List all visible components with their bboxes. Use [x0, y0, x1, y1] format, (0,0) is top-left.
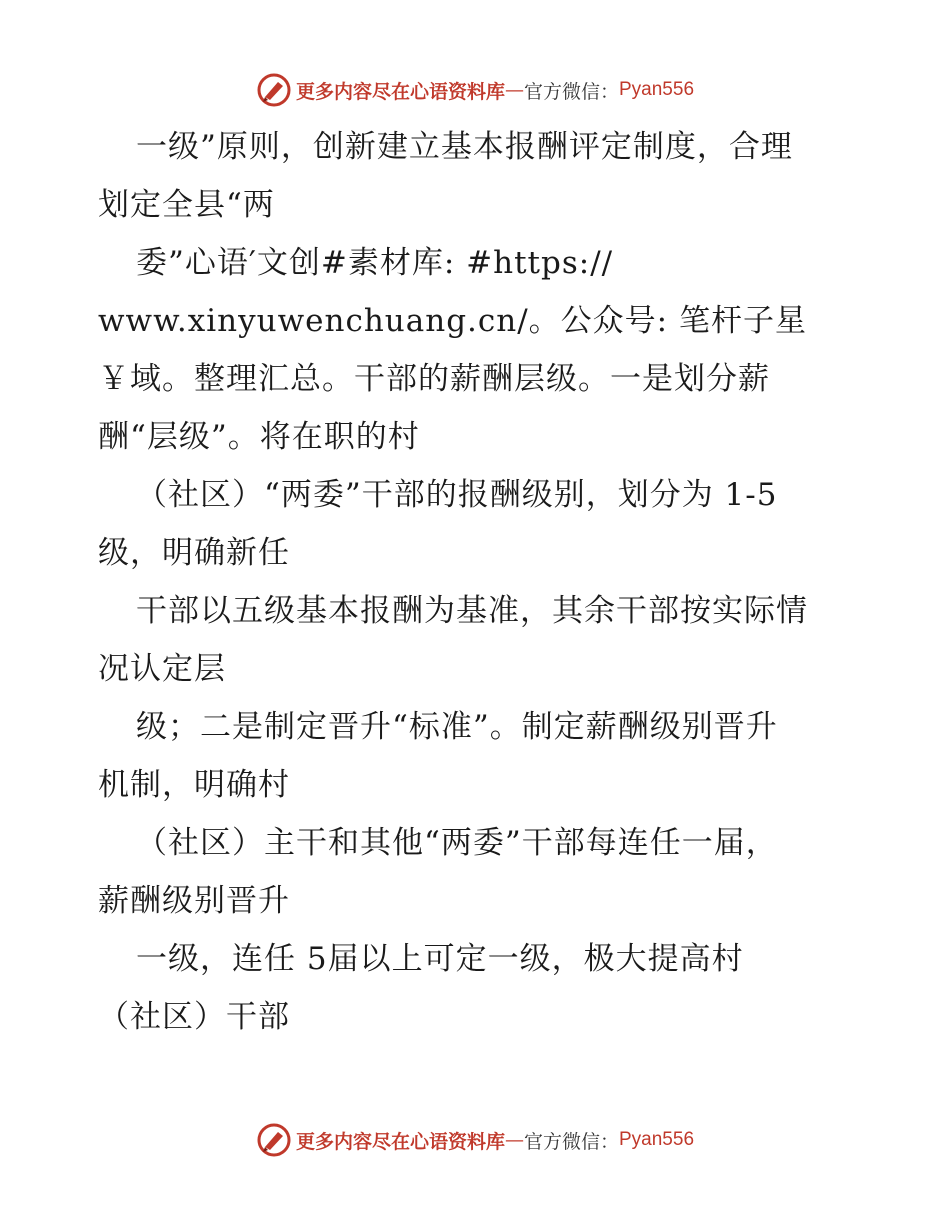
footer-watermark — [0, 1120, 950, 1160]
text-line: ￥域。整理汇总。干部的薪酬层级。一是划分薪 — [98, 361, 770, 397]
text-line: www.xinyuwenchuang.cn/。公众号: 笔杆子星 — [98, 303, 807, 339]
separator: — — [504, 79, 524, 101]
header-watermark — [0, 70, 950, 110]
text-line: 薪酬级别晋升 — [98, 883, 290, 919]
text-line: （社区）干部 — [98, 999, 290, 1035]
text-line: 级，明确新任 — [98, 535, 290, 571]
text-line: 一级”原则，创新建立基本报酬评定制度，合理 — [136, 129, 793, 165]
text-line: 干部以五级基本报酬为基准，其余干部按实际情 — [136, 593, 808, 629]
document-body — [98, 118, 858, 1046]
text-line: 酬“层级”。将在职的村 — [98, 419, 420, 455]
text-line: 一级，连任 5届以上可定一级，极大提高村 — [136, 941, 744, 977]
brand-text: 更多内容尽在心语资料库 — [295, 80, 505, 103]
text-line: 级；二是制定晋升“标准”。制定薪酬级别晋升 — [136, 709, 778, 745]
brand-text: 更多内容尽在心语资料库 — [295, 1130, 505, 1153]
pen-logo-icon — [256, 1122, 292, 1158]
text-line: （社区）“两委”干部的报酬级别，划分为 1-5 — [136, 477, 778, 513]
official-label: 官方微信： — [523, 80, 619, 103]
text-line: 委”心语′文创#素材库: #https:// — [136, 245, 614, 281]
wechat-id: Pyan556 — [619, 79, 695, 100]
text-line: （社区）主干和其他“两委”干部每连任一届， — [136, 825, 778, 861]
separator: — — [504, 1129, 524, 1151]
text-line: 机制，明确村 — [98, 767, 290, 803]
pen-logo-icon — [256, 72, 292, 108]
text-line: 况认定层 — [98, 651, 226, 687]
wechat-id: Pyan556 — [619, 1129, 695, 1150]
official-label: 官方微信： — [523, 1130, 619, 1153]
text-line: 划定全县“两 — [98, 187, 275, 223]
